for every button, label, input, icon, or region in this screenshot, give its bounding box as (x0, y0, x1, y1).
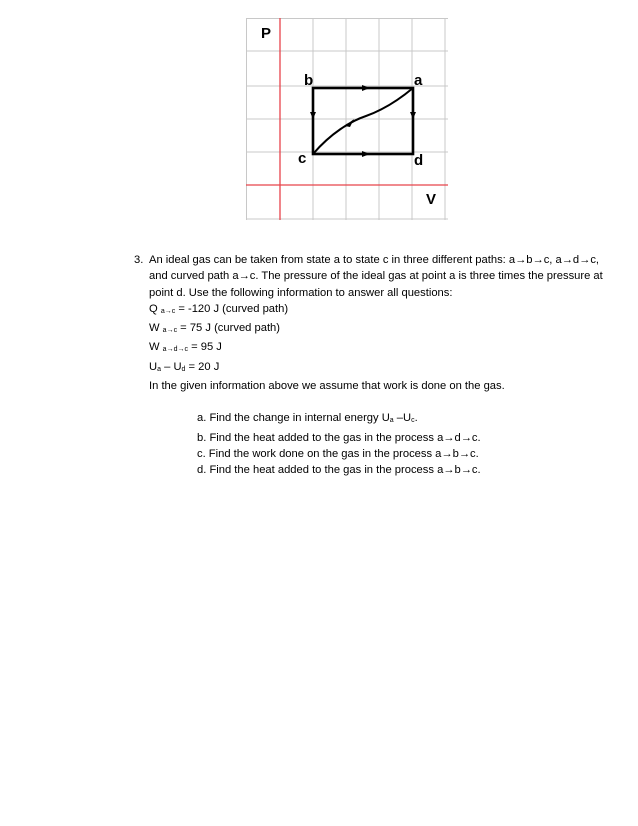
process-path (313, 88, 413, 154)
given-u-diff: $U_a - U_d = 20$ J (149, 360, 220, 373)
given-w-ac: W $_{a\to c}$ = 75 J (curved path) (149, 322, 280, 335)
question-c: c. Find the work done on the gas in the process a→b→c. (197, 447, 479, 460)
point-b-label: b (304, 72, 314, 89)
v-axis-label: V (426, 191, 437, 208)
problem-3 (134, 252, 604, 479)
given-w-adc: W $_{a\to d\to c}$ = 95 J (149, 341, 222, 354)
point-a-label: a (414, 72, 423, 89)
point-d-label: d (414, 152, 424, 169)
point-c-label: c (298, 150, 307, 167)
given-q-ac: Q $_{a\to c}$ = -120 J (curved path) (149, 302, 289, 315)
problem-number: 3. (134, 254, 144, 266)
grid (246, 18, 448, 220)
pv-diagram (246, 18, 448, 220)
direction-arrows (310, 85, 416, 157)
problem-intro: An ideal gas can be taken from state a to state c in three different paths: a→b→c, a→d→c, and curved path a→c. The pressure of the ideal gas at point a is three times the pressure at point d. Use the following information to answer all questions: (149, 254, 603, 299)
question-b: b. Find the heat added to the gas in the process a→d→c. (197, 431, 481, 444)
question-d: d. Find the heat added to the gas in the process a→b→c. (197, 464, 481, 477)
question-a: a. Find the change in internal energy $U_a$ $-U_c$. (197, 412, 418, 425)
assumption-note: In the given information above we assume that work is done on the gas. (149, 380, 505, 393)
p-axis-label: P (261, 25, 272, 42)
given-values (149, 301, 604, 378)
question-list (197, 410, 604, 478)
